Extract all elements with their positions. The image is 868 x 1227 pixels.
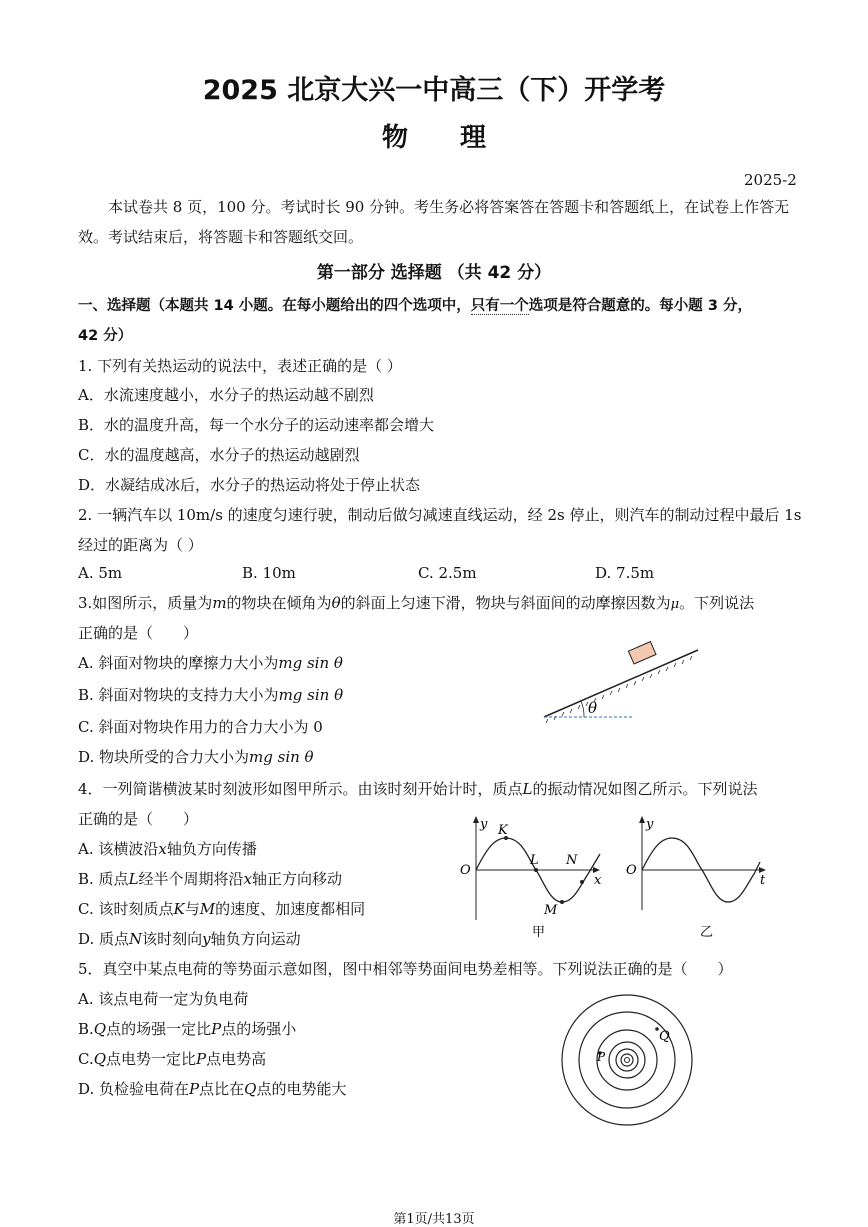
- q4-c-var-k: K: [173, 900, 185, 918]
- q3-stem-line2: 正确的是（ ）: [78, 624, 199, 642]
- q5-c-text-1: C.: [78, 1050, 94, 1068]
- q4-option-b: [78, 868, 342, 889]
- q5-option-d: [78, 1078, 346, 1099]
- jia-point-m: [560, 900, 564, 904]
- q5-option-a: A. 该点电荷一定为负电荷: [78, 990, 249, 1008]
- q4-option-a: [78, 838, 257, 859]
- q3-option-b-math: mg sin θ: [278, 686, 344, 704]
- point-q-label: Q: [659, 1029, 670, 1044]
- q3-option-d-math: mg sin θ: [249, 748, 314, 766]
- q5-d-text-2: 点比在: [199, 1080, 245, 1098]
- q5-b-text-2: 点的场强一定比: [106, 1020, 212, 1038]
- q4-option-d: [78, 928, 301, 949]
- q3-option-d-text: D. 物块所受的合力大小为: [78, 748, 250, 766]
- q4-stem-b: 的振动情况如图乙所示。下列说法: [532, 780, 758, 798]
- instructions-text-b: 选项是符合题意的。每小题 3 分，: [528, 298, 752, 314]
- q2-option-a: A. 5m: [78, 564, 123, 582]
- q5-b-text-3: 点的场强小: [221, 1020, 297, 1038]
- q3-stem-line1: [78, 592, 754, 613]
- point-charge: [625, 1058, 630, 1063]
- q4-d-text-2: 该时刻向: [142, 930, 203, 948]
- q5-d-var-p: P: [189, 1080, 200, 1098]
- yi-t-label: t: [760, 873, 766, 888]
- q5-d-text-1: D. 负检验电荷在: [78, 1080, 190, 1098]
- equipotential-circle-1: [562, 995, 692, 1125]
- q3-stem-a: 3.如图所示，质量为: [78, 594, 213, 612]
- q5-option-c: [78, 1048, 266, 1069]
- yi-y-label: y: [646, 817, 654, 832]
- q3-option-b-text: B. 斜面对物块的支持力大小为: [78, 686, 279, 704]
- q4-a-text-1: A. 该横波沿: [78, 840, 159, 858]
- q5-b-text-1: B.: [78, 1020, 94, 1038]
- equipotential-circle-6: [621, 1054, 633, 1066]
- q4-a-text-2: 轴负方向传播: [166, 840, 257, 858]
- incline-surface: [544, 650, 698, 717]
- q4-stem-a: 4．一列简谐横波某时刻波形如图甲所示。由该时刻开始计时，质点: [78, 780, 523, 798]
- q4-c-text-2: 与: [184, 900, 200, 918]
- equipotential-circle-5: [616, 1049, 638, 1071]
- jia-origin-label: O: [460, 863, 471, 878]
- q4-stem-line1: [78, 778, 758, 799]
- point-p-label: P: [597, 1050, 606, 1064]
- q4-stem-line2: 正确的是（ ）: [78, 810, 199, 828]
- q5-b-var-q: Q: [93, 1020, 107, 1038]
- equipotential-circle-4: [609, 1042, 645, 1078]
- q3-option-a-text: A. 斜面对物块的摩擦力大小为: [78, 654, 279, 672]
- q4-d-text-1: D. 质点: [78, 930, 130, 948]
- q1-option-b: B．水的温度升高，每一个水分子的运动速率都会增大: [78, 416, 435, 434]
- jia-y-arrow: [473, 816, 479, 823]
- intro-line-1: 本试卷共 8 页，100 分。考试时长 90 分钟。考生务必将答案答在答题卡和答题纸上，在试卷上作答无: [108, 198, 790, 216]
- exam-date: 2025-2: [744, 171, 797, 189]
- q3-option-a: [78, 652, 343, 673]
- q3-var-m: m: [212, 594, 227, 612]
- q5-b-var-p: P: [211, 1020, 222, 1038]
- q4-a-var-x: x: [158, 840, 167, 858]
- q5-c-var-p: P: [196, 1050, 207, 1068]
- subject-title: 物 理: [381, 123, 486, 153]
- q1-stem: 1. 下列有关热运动的说法中，表述正确的是（ ）: [78, 357, 402, 375]
- q4-wave-figure-jia: [452, 812, 612, 942]
- part1-heading: 第一部分 选择题 （共 42 分）: [316, 263, 552, 283]
- jia-x-label: x: [594, 873, 602, 888]
- equipotential-circle-2: [579, 1012, 675, 1108]
- jia-caption: 甲: [532, 925, 546, 940]
- page-footer: 第1页/共13页: [393, 1212, 475, 1227]
- q4-c-var-m: M: [199, 900, 216, 918]
- exam-title: 2025 北京大兴一中高三（下）开学考: [202, 75, 666, 106]
- q4-c-text-1: C. 该时刻质点: [78, 900, 174, 918]
- intro-line-2: 效。考试结束后，将答题卡和答题纸交回。: [78, 228, 364, 246]
- q2-stem-line1: 2. 一辆汽车以 10m/s 的速度匀速行驶，制动后做匀减速直线运动，经 2s 停止，则汽车的制动过程中最后 1s: [78, 506, 802, 524]
- q2-stem-line2: 经过的距离为（ ）: [78, 536, 203, 554]
- equipotential-circle-3: [597, 1030, 657, 1090]
- q4-d-var-y: y: [202, 930, 211, 948]
- q3-option-a-math: mg sin θ: [278, 654, 343, 672]
- q3-stem-b: 的物块在倾角为: [226, 594, 332, 612]
- q3-option-b: [78, 684, 343, 705]
- q3-stem-c: 的斜面上匀速下滑，物块与斜面间的动摩擦因数为: [340, 594, 671, 612]
- part1-instructions-line2: 42 分）: [78, 328, 133, 344]
- q5-c-var-q: Q: [93, 1050, 107, 1068]
- q4-d-text-3: 轴负方向运动: [210, 930, 301, 948]
- instructions-text-a: 一、选择题（本题共 14 小题。在每小题给出的四个选项中，: [78, 298, 471, 314]
- jia-point-n: [580, 880, 584, 884]
- q1-option-d: D．水凝结成冰后，水分子的热运动将处于停止状态: [78, 476, 421, 494]
- instructions-emphasis: 只有一个: [470, 298, 529, 314]
- q5-c-text-2: 点电势一定比: [106, 1050, 197, 1068]
- yi-origin-label: O: [626, 863, 637, 878]
- q5-d-var-q: Q: [244, 1080, 257, 1098]
- jia-y-label: y: [480, 817, 488, 832]
- q5-d-text-3: 点的电势能大: [256, 1080, 347, 1098]
- q3-option-d: [78, 746, 314, 767]
- jia-n-label: N: [566, 853, 578, 868]
- angle-arc: [581, 701, 584, 717]
- jia-point-l: [534, 868, 538, 872]
- q4-wave-figure-yi: [620, 812, 780, 942]
- yi-caption: 乙: [700, 925, 714, 940]
- q4-d-var-n: N: [129, 930, 143, 948]
- jia-k-label: K: [498, 823, 508, 838]
- q2-option-c: C. 2.5m: [418, 564, 477, 582]
- q3-var-mu: μ: [670, 597, 680, 612]
- q4-b-text-2: 经半个周期将沿: [138, 870, 244, 888]
- incline-hatching: [546, 656, 692, 723]
- part1-instructions: [78, 294, 752, 315]
- q4-var-l: L: [522, 780, 533, 798]
- q3-var-theta: θ: [331, 594, 341, 612]
- q1-option-a: A．水流速度越小，水分子的热运动越不剧烈: [78, 386, 374, 404]
- q3-incline-figure: [538, 640, 708, 730]
- q1-option-c: C．水的温度越高，水分子的热运动越剧烈: [78, 446, 360, 464]
- q5-stem: 5．真空中某点电荷的等势面示意如图，图中相邻等势面间电势差相等。下列说法正确的是（ ）: [78, 960, 733, 978]
- q4-b-text-1: B. 质点: [78, 870, 129, 888]
- q4-b-var-x: x: [243, 870, 253, 888]
- block: [628, 642, 656, 664]
- q5-c-text-3: 点电势高: [206, 1050, 267, 1068]
- q4-b-var-l: L: [128, 870, 139, 888]
- jia-l-label: L: [530, 853, 539, 868]
- angle-theta-label: θ: [588, 699, 598, 717]
- q2-option-d: D. 7.5m: [595, 564, 655, 582]
- q5-option-b: [78, 1018, 296, 1039]
- q4-b-text-3: 轴正方向移动: [252, 870, 343, 888]
- q4-option-c: [78, 898, 365, 919]
- q4-c-text-3: 的速度、加速度都相同: [215, 900, 366, 918]
- q3-option-c: C. 斜面对物块作用力的合力大小为 0: [78, 718, 323, 736]
- q2-option-b: B. 10m: [242, 564, 296, 582]
- q3-stem-d: 。下列说法: [679, 594, 755, 612]
- yi-y-arrow: [639, 816, 645, 823]
- jia-m-label: M: [544, 903, 558, 918]
- q5-equipotential-figure: [558, 992, 698, 1132]
